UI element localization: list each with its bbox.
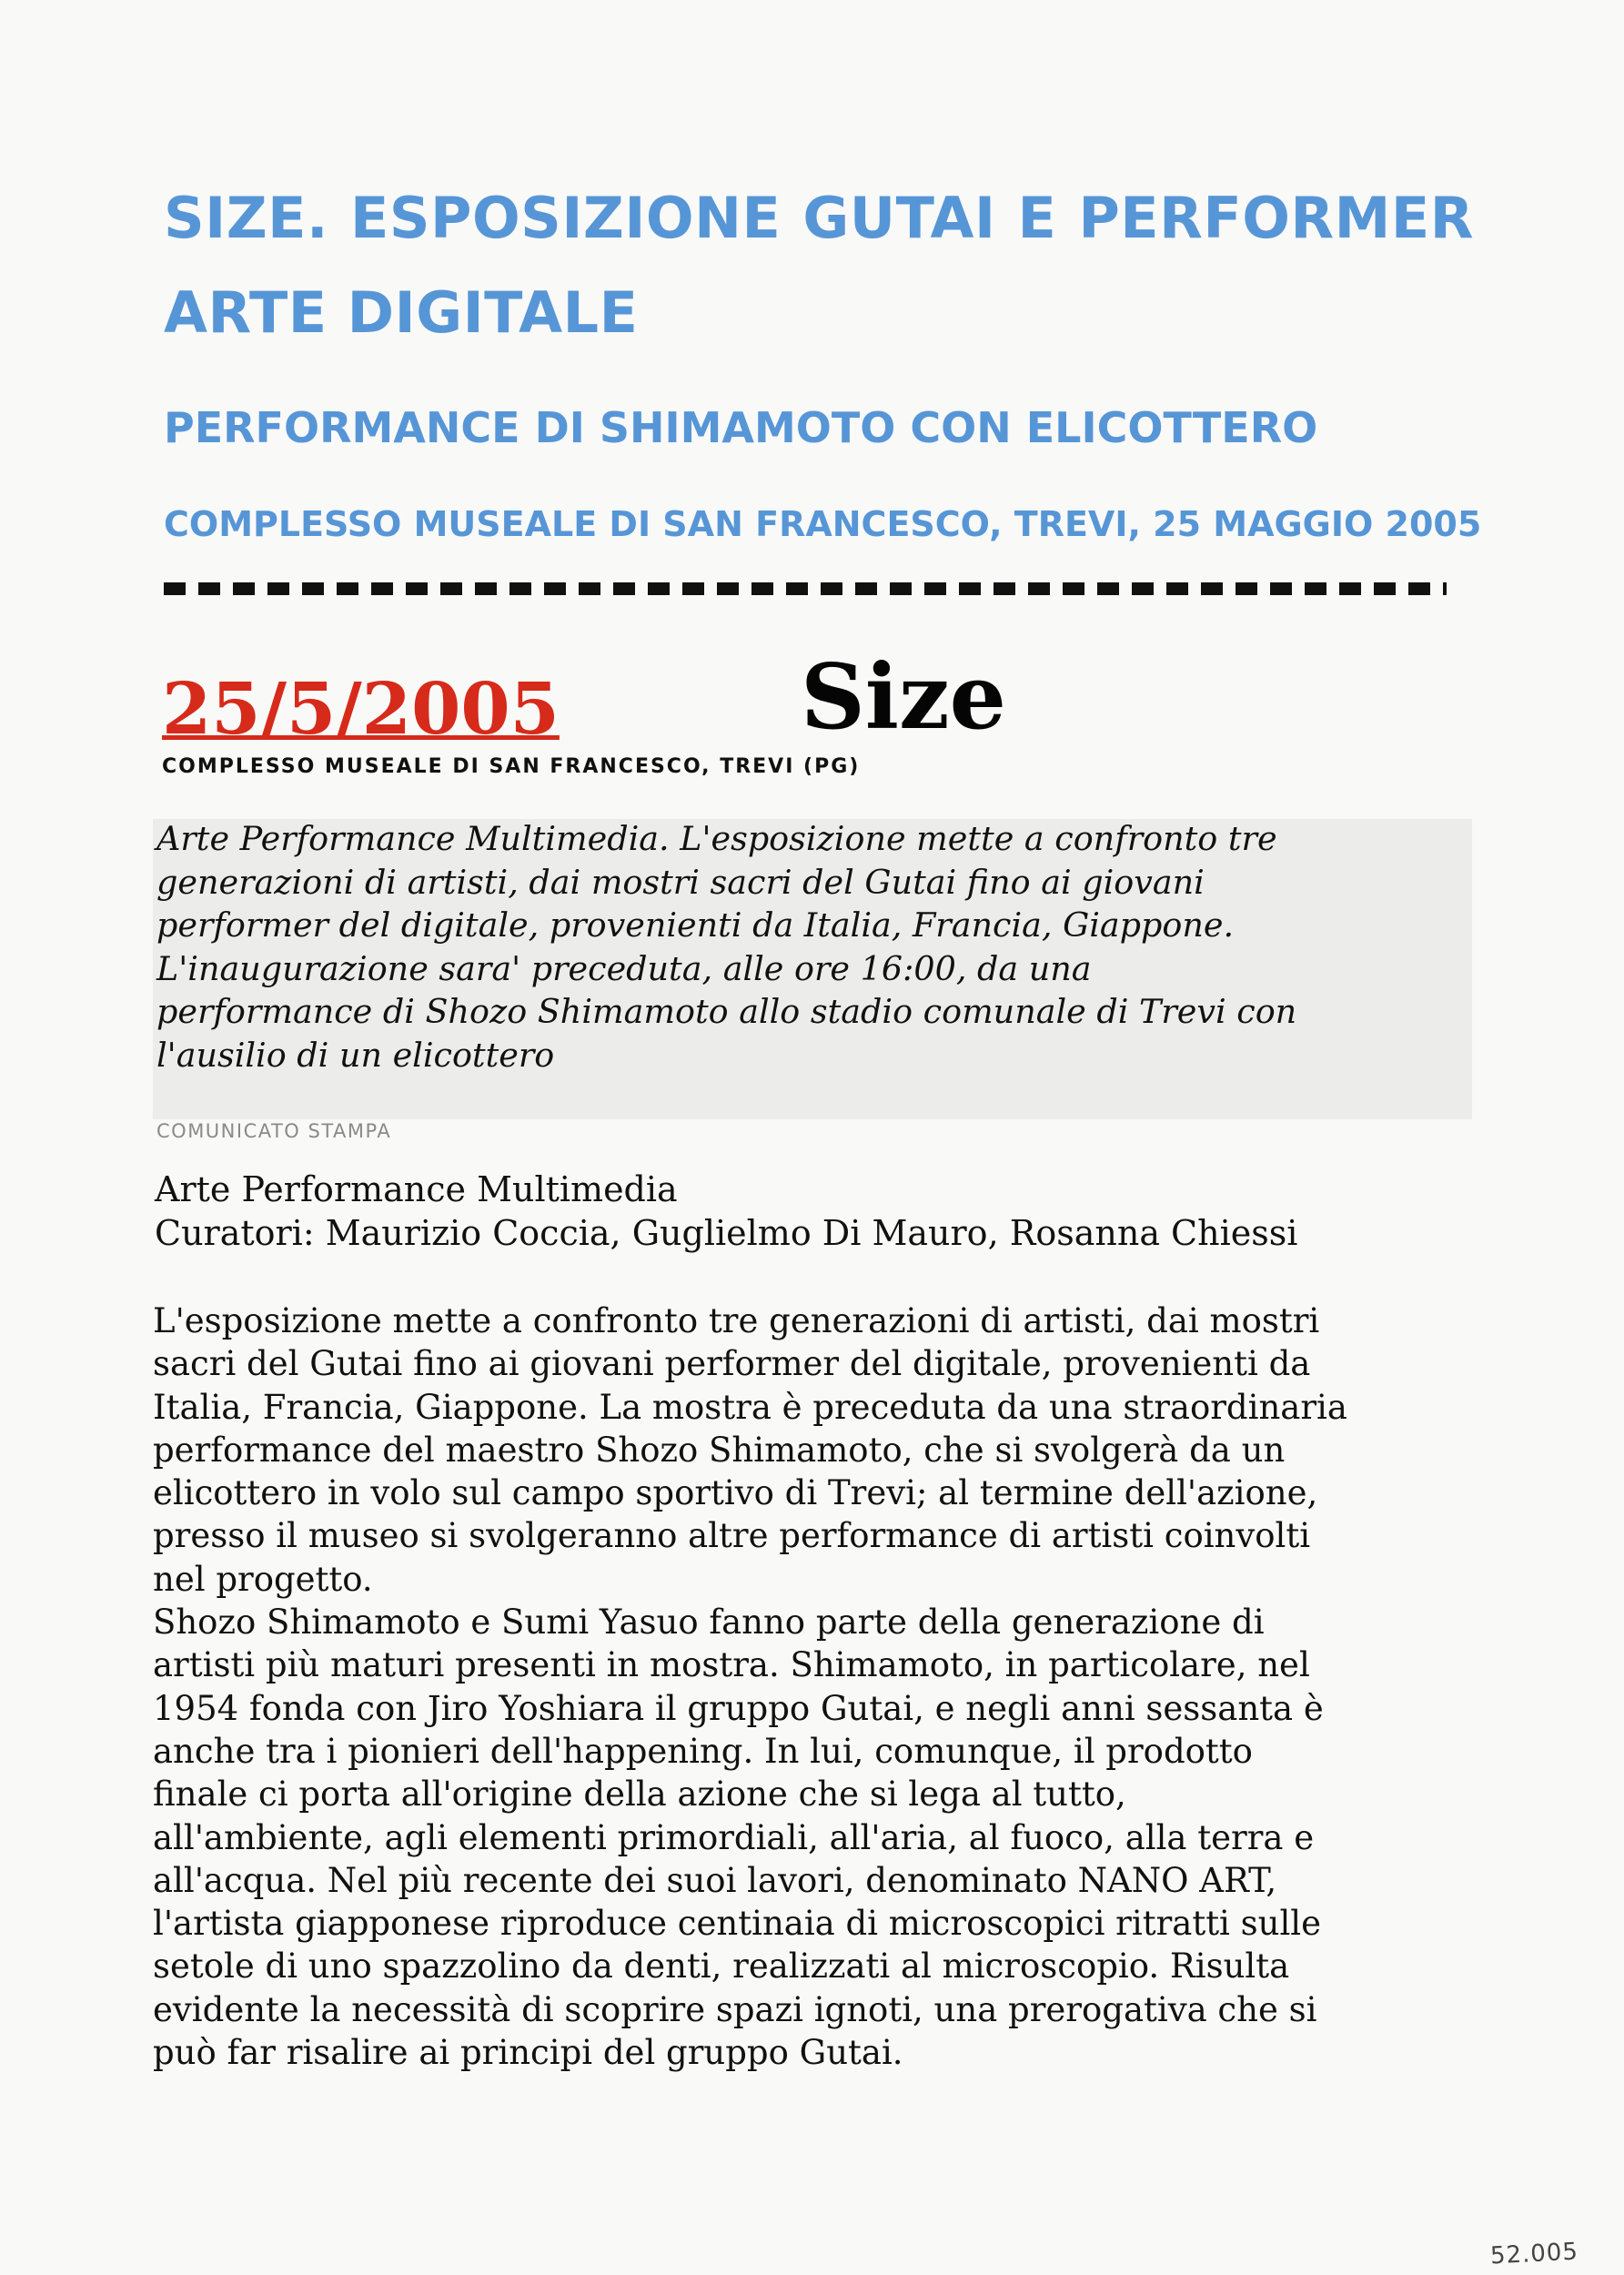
clipping-date: 25/5/2005 [162, 668, 560, 751]
body-line: L'esposizione mette a confronto tre generazioni di artisti, dai mostri [153, 1301, 1320, 1340]
body-line: Shozo Shimamoto e Sumi Yasuo fanno parte della generazione di [153, 1603, 1265, 1643]
press-release-label: COMUNICATO STAMPA [156, 1120, 392, 1142]
title-word: ESPOSIZIONE [350, 185, 782, 251]
handwritten-archive-number: 52.005 [1489, 2238, 1579, 2270]
body-line: all'ambiente, agli elementi primordiali, all'aria, al fuoco, alla terra e [153, 1817, 1315, 1857]
press-release-body [153, 1299, 1472, 2074]
summary-line: performer del digitale, provenienti da Italia, Francia, Giappone. [156, 905, 1235, 945]
body-paragraph-2 [153, 1601, 1472, 2074]
clipping-summary [156, 817, 1467, 1077]
body-line: all'acqua. Nel più recente dei suoi lavori, denominato NANO ART, [153, 1860, 1277, 1900]
summary-line: generazioni di artisti, dai mostri sacri del Gutai fino ai giovani [156, 862, 1205, 902]
body-paragraph-1 [153, 1299, 1472, 1601]
body-line: può far risalire ai principi del gruppo Gutai. [153, 2033, 903, 2073]
title-line-2: ARTE DIGITALE [164, 279, 639, 346]
exhibition-meta [155, 1168, 1465, 1255]
body-line: performance del maestro Shozo Shimamoto, che si svolgerà da un [153, 1430, 1286, 1470]
clipping-title: Size [801, 645, 1007, 750]
title-word: PERFORMER [1078, 185, 1474, 251]
body-line: l'artista giapponese riproduce centinaia di microscopici ritratti sulle [153, 1904, 1322, 1944]
title-word: SIZE. [164, 185, 329, 251]
body-line: setole di uno spazzolino da denti, realizzati al microscopio. Risulta [153, 1946, 1290, 1987]
body-line: anche tra i pionieri dell'happening. In lui, comunque, il prodotto [153, 1731, 1253, 1771]
document-subtitle: PERFORMANCE DI SHIMAMOTO CON ELICOTTERO [164, 403, 1318, 452]
summary-line: L'inaugurazione sara' preceduta, alle ore 16:00, da una [156, 948, 1092, 988]
document-title [164, 171, 1474, 360]
body-line: sacri del Gutai fino ai giovani performer del digitale, provenienti da [153, 1344, 1311, 1384]
body-line: elicottero in volo sul campo sportivo di Trevi; al termine dell'azione, [153, 1473, 1318, 1513]
body-line: evidente la necessità di scoprire spazi ignoti, una prerogativa che si [153, 1989, 1317, 2029]
title-word: GUTAI [802, 185, 996, 251]
exhibition-category: Arte Performance Multimedia [155, 1169, 678, 1209]
venue-and-date: COMPLESSO MUSEALE DI SAN FRANCESCO, TREVI, 25 MAGGIO 2005 [164, 504, 1482, 544]
body-line: 1954 fonda con Jiro Yoshiara il gruppo Gutai, e negli anni sessanta è [153, 1688, 1324, 1728]
summary-line: performance di Shozo Shimamoto allo stadio comunale di Trevi con [156, 992, 1297, 1031]
body-line: nel progetto. [153, 1559, 373, 1599]
exhibition-curators: Curatori: Maurizio Coccia, Guglielmo Di Mauro, Rosanna Chiessi [155, 1213, 1298, 1253]
title-word: E [1017, 185, 1057, 251]
title-line-1 [164, 171, 1474, 266]
summary-line: Arte Performance Multimedia. L'esposizione mette a confronto tre [156, 819, 1277, 858]
body-line: artisti più maturi presenti in mostra. Shimamoto, in particolare, nel [153, 1645, 1310, 1685]
body-line: Italia, Francia, Giappone. La mostra è preceduta da una straordinaria [153, 1387, 1347, 1427]
summary-line: l'ausilio di un elicottero [156, 1035, 555, 1075]
dashed-divider [164, 582, 1447, 595]
clipping-venue: COMPLESSO MUSEALE DI SAN FRANCESCO, TREVI (PG) [162, 755, 861, 778]
body-line: finale ci porta all'origine della azione che si lega al tutto, [153, 1774, 1126, 1815]
body-line: presso il museo si svolgeranno altre performance di artisti coinvolti [153, 1516, 1311, 1556]
